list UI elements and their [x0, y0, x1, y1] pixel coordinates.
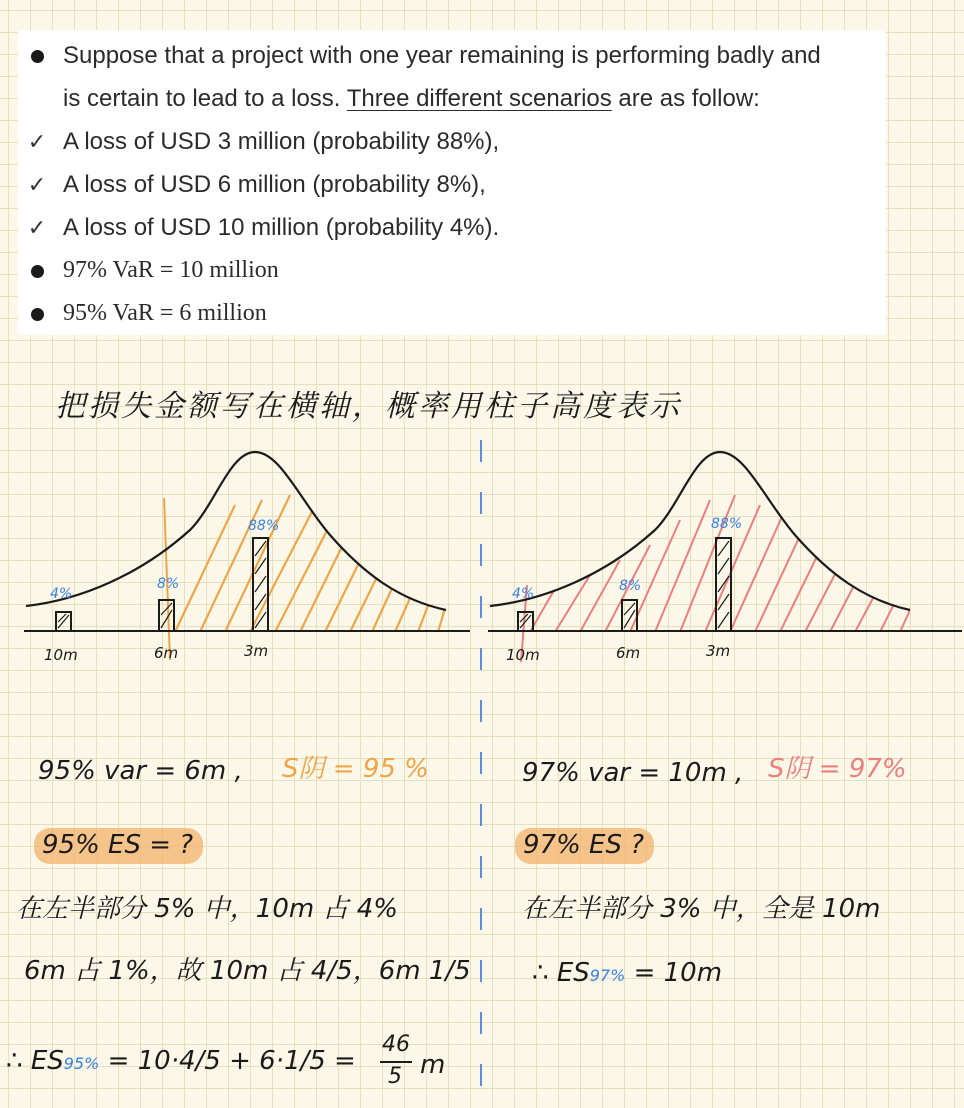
- text-post: are as follow:: [611, 85, 760, 112]
- left-bar-label-10m: 4%: [50, 586, 73, 602]
- notes-heading: 把损失金额写在横轴，概率用柱子高度表示: [55, 389, 682, 424]
- fraction-denominator: 5: [388, 1064, 402, 1089]
- therefore-symbol: ∴: [6, 1046, 23, 1076]
- card-line-text: 97% VaR = 10 million: [63, 257, 279, 283]
- right-reason-line-1: 在左半部分 3% 中，全是 10m: [522, 894, 881, 924]
- right-distribution-curve: [490, 452, 910, 610]
- fraction-numerator: 46: [382, 1032, 410, 1057]
- card-line-text: A loss of USD 10 million (probability 4%).: [63, 214, 500, 241]
- right-bar-label-10m: 4%: [512, 586, 535, 602]
- right-es-question: [515, 832, 654, 858]
- card-line-text: 95% VaR = 6 million: [63, 300, 267, 326]
- left-shading: [175, 495, 446, 632]
- left-shaded-area: S阴 = 95 %: [282, 754, 429, 784]
- left-bar-label-6m: 8%: [157, 576, 180, 592]
- es-symbol: ES: [30, 1046, 64, 1076]
- bar-6m: [159, 600, 174, 631]
- card-line-text: Suppose that a project with one year remaining is performing badly and: [63, 42, 821, 69]
- right-var-line: 97% var = 10m ,: [522, 758, 744, 788]
- left-chart: [24, 452, 470, 664]
- left-es-result: [6, 1048, 356, 1074]
- bar-6m: [622, 600, 637, 631]
- check-icon: ✓: [27, 215, 47, 240]
- card-line-text: A loss of USD 3 million (probability 88%),: [63, 128, 500, 155]
- left-axis-label-6m: 6m: [154, 644, 179, 662]
- left-axis-label-3m: 3m: [244, 642, 269, 660]
- text-pre: is certain to lead to a loss.: [63, 85, 347, 112]
- es-question-highlight: 97% ES ?: [515, 828, 654, 864]
- right-axis-label-3m: 3m: [706, 642, 731, 660]
- right-es-result: [532, 960, 722, 986]
- es-question-highlight: 95% ES = ?: [34, 828, 203, 864]
- right-bar-label-6m: 8%: [619, 578, 642, 594]
- es-unit: m: [420, 1050, 446, 1080]
- left-axis-label-10m: 10m: [44, 646, 78, 664]
- right-bar-label-3m: 88%: [711, 516, 743, 532]
- left-distribution-curve: [26, 452, 446, 610]
- therefore-symbol: ∴: [532, 958, 549, 988]
- right-shaded-area: S阴 = 97%: [768, 754, 907, 784]
- left-reason-line-2: 6m 占 1%，故 10m 占 4/5，6m 1/5: [24, 956, 471, 986]
- card-line-text: A loss of USD 6 million (probability 8%),: [63, 171, 486, 198]
- left-es-question: [34, 832, 203, 858]
- es-subscript: 95%: [63, 1054, 100, 1073]
- es-calc: = 10·4/5 + 6·1/5 =: [107, 1046, 356, 1076]
- check-icon: ✓: [27, 129, 47, 154]
- underlined-phrase: Three different scenarios: [346, 85, 612, 112]
- es-symbol: ES: [556, 958, 590, 988]
- left-var-line: 95% var = 6m ,: [38, 756, 243, 786]
- right-axis-label-10m: 10m: [506, 646, 540, 664]
- right-chart: [488, 452, 962, 664]
- left-reason-line-1: 在左半部分 5% 中，10m 占 4%: [16, 894, 398, 924]
- es-subscript: 97%: [589, 966, 626, 985]
- right-axis-label-6m: 6m: [616, 644, 641, 662]
- check-icon: ✓: [27, 172, 47, 197]
- es-value: = 10m: [633, 958, 723, 988]
- left-bar-label-3m: 88%: [248, 518, 280, 534]
